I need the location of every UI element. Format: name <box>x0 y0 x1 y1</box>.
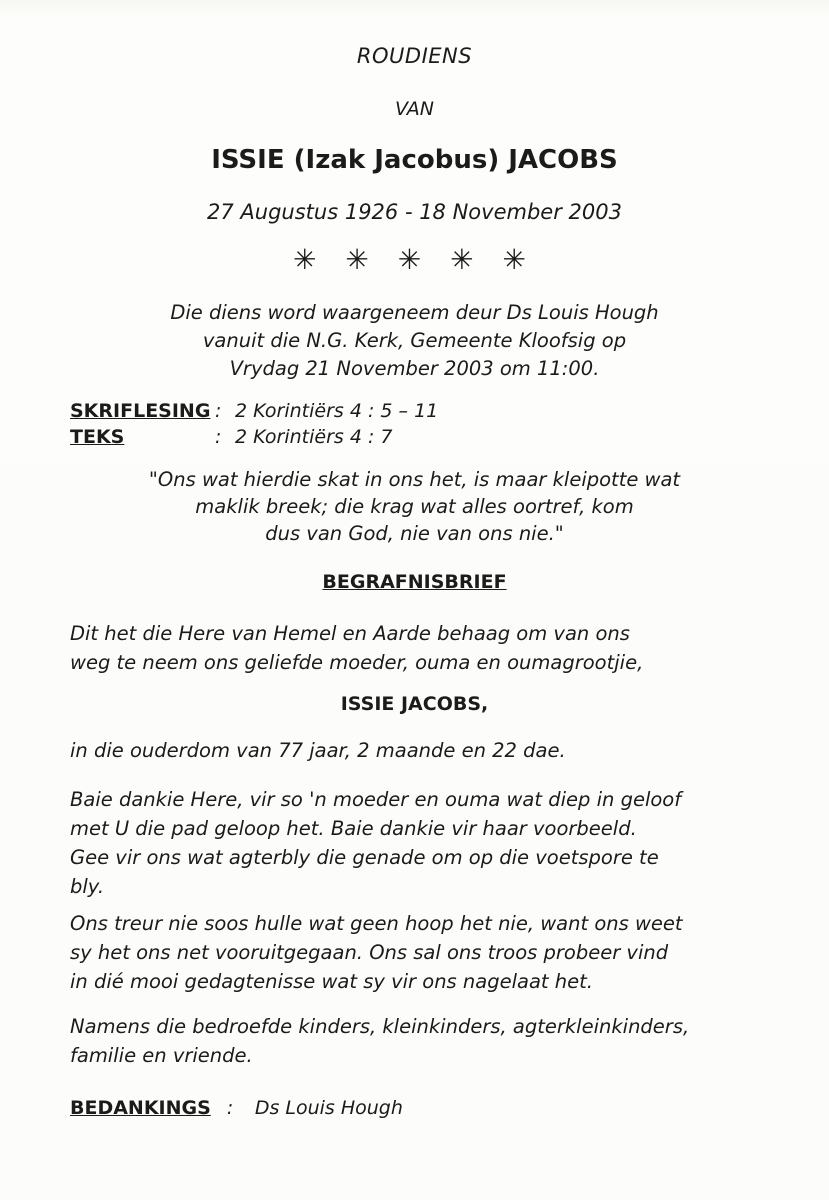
star-ornament-icon: ✳ ✳ ✳ ✳ ✳ <box>293 243 536 276</box>
funeral-letter-heading: BEGRAFNISBRIEF <box>322 571 507 593</box>
letter-line: Dit het die Here van Hemel en Aarde behaag om van ons <box>70 622 630 645</box>
separator: : <box>226 1097 234 1119</box>
scripture-reading-row <box>70 398 438 424</box>
title-connector: VAN <box>395 98 434 120</box>
deceased-short-name: ISSIE JACOBS, <box>340 693 489 715</box>
document-title: ROUDIENS <box>356 44 473 68</box>
letter-line: Gee vir ons wat agterbly die genade om op die voetspore te <box>70 846 659 869</box>
deceased-full-name: ISSIE (Izak Jacobus) JACOBS <box>211 145 618 175</box>
letter-line: Baie dankie Here, vir so 'n moeder en ouma wat diep in geloof <box>70 788 682 811</box>
letter-line: in dié mooi gedagtenisse wat sy vir ons nagelaat het. <box>70 970 593 993</box>
quote-line: dus van God, nie van ons nie." <box>265 522 564 545</box>
letter-line: sy het ons net vooruitgegaan. Ons sal ons troos probeer vind <box>70 941 669 964</box>
acknowledgements-row <box>70 1097 403 1119</box>
scripture-reading-label: SKRIFLESING <box>70 400 211 422</box>
quote-line: maklik breek; die krag wat alles oortref, kom <box>195 495 634 518</box>
letter-line: in die ouderdom van 77 jaar, 2 maande en 22 dae. <box>70 739 566 762</box>
age-statement <box>70 736 760 765</box>
service-details <box>0 299 829 383</box>
separator: : <box>215 400 222 422</box>
scripture-reading-value: 2 Korintiërs 4 : 5 – 11 <box>235 400 439 422</box>
acknowledgements-value: Ds Louis Hough <box>254 1097 403 1119</box>
life-dates: 27 Augustus 1926 - 18 November 2003 <box>207 200 622 224</box>
letter-line: Ons treur nie soos hulle wat geen hoop het nie, want ons weet <box>70 912 683 935</box>
service-line: vanuit die N.G. Kerk, Gemeente Kloofsig op <box>202 329 627 352</box>
sermon-text-row <box>70 424 393 450</box>
sermon-text-value: 2 Korintiërs 4 : 7 <box>235 426 393 448</box>
letter-line: weg te neem ons geliefde moeder, ouma en oumagrootjie, <box>70 651 644 674</box>
letter-intro <box>70 619 760 677</box>
service-line: Die diens word waargeneem deur Ds Louis Hough <box>170 301 659 324</box>
thanks-paragraph <box>70 785 760 901</box>
separator: : <box>215 426 222 448</box>
acknowledgements-label: BEDANKINGS <box>70 1097 211 1119</box>
sermon-text-label: TEKS <box>70 426 125 448</box>
signoff-paragraph <box>70 1012 760 1070</box>
letter-line: Namens die bedroefde kinders, kleinkinders, agterkleinkinders, <box>70 1015 690 1038</box>
scripture-quote <box>0 466 829 547</box>
hope-paragraph <box>70 909 760 996</box>
letter-line: familie en vriende. <box>70 1044 253 1067</box>
letter-line: bly. <box>70 875 105 898</box>
letter-line: met U die pad geloop het. Baie dankie vir haar voorbeeld. <box>70 817 637 840</box>
service-line: Vrydag 21 November 2003 om 11:00. <box>229 357 600 380</box>
quote-line: "Ons wat hierdie skat in ons het, is maar kleipotte wat <box>148 468 681 491</box>
